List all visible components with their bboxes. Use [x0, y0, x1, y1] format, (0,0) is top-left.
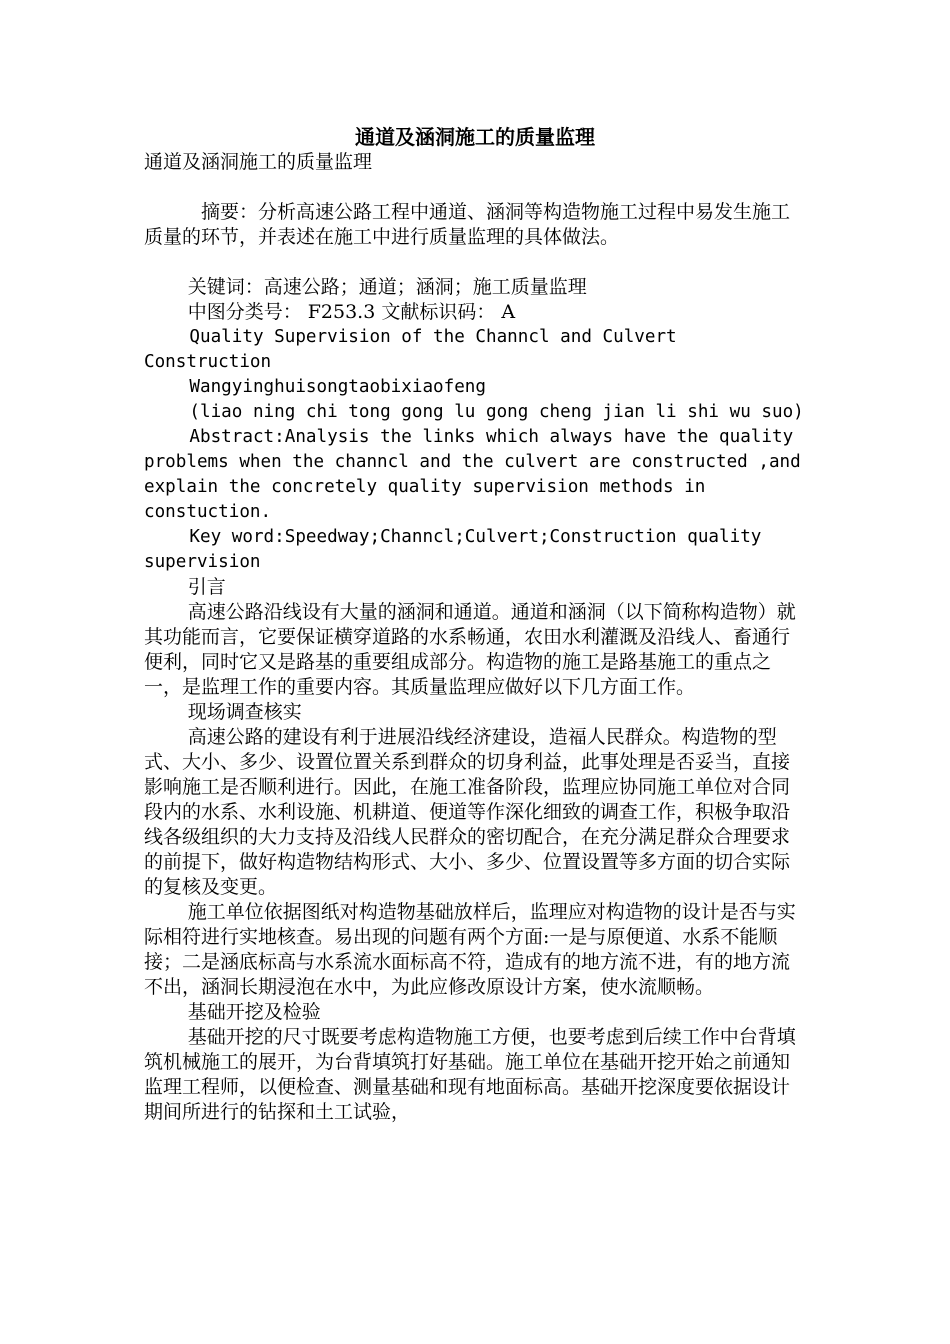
paragraph-spacer	[144, 250, 806, 275]
section-paragraph-foundation: 基础开挖的尺寸既要考虑构造物施工方便，也要考虑到后续工作中台背填筑机械施工的展开，为台背填筑打好基础。施工单位在基础开挖开始之前通知监理工程师，以便检查、测量基础和现有地面标高。基础开挖深度要依据设计期间所进行的钻探和土工试验，	[144, 1026, 796, 1123]
section-paragraph-intro: 高速公路沿线设有大量的涵洞和通道。通道和涵洞（以下简称构造物）就其功能而言，它要保证横穿道路的水系畅通，农田水利灌溉及沿线人、畜通行便利，同时它又是路基的重要组成部分。构造物的施工是路基施工的重点之一，是监理工作的重要内容。其质量监理应做好以下几方面工作。	[144, 601, 796, 698]
keywords-cn: 关键词：高速公路；通道；涵洞；施工质量监理	[187, 276, 587, 298]
document-title: 通道及涵洞施工的质量监理	[355, 125, 595, 149]
keywords-en: Key word:Speedway;Channcl;Culvert;Construction quality supervision	[144, 527, 762, 572]
paragraph-spacer	[144, 175, 806, 200]
document-subtitle: 通道及涵洞施工的质量监理	[144, 151, 373, 173]
section-paragraph-survey-2: 施工单位依据图纸对构造物基础放样后，监理应对构造物的设计是否与实际相符进行实地核查。易出现的问题有两个方面:一是与原便道、水系不能顺接；二是涵底标高与水系流水面标高不符，造成有的地方流不进，有的地方流不出，涵洞长期浸泡在水中，为此应修改原设计方案，使水流顺畅。	[144, 901, 796, 998]
section-heading-intro: 引言	[187, 576, 226, 598]
classification-line: 中图分类号： F253.3 文献标识码： A	[187, 301, 516, 323]
abstract-cn: 摘要：分析高速公路工程中通道、涵洞等构造物施工过程中易发生施工质量的环节，并表述在施工中进行质量监理的具体做法。	[144, 201, 791, 248]
affiliation-en: (liao ning chi tong gong lu gong cheng jian li shi wu suo)	[189, 402, 804, 422]
abstract-en: Abstract:Analysis the links which always have the quality problems when the channcl and the culvert are constructed ,and explain the concretely quality supervision methods in constuction.	[144, 427, 801, 522]
section-heading-survey: 现场调查核实	[187, 701, 302, 723]
section-heading-foundation: 基础开挖及检验	[187, 1001, 321, 1023]
authors-en: Wangyinghuisongtaobixiaofeng	[189, 377, 486, 397]
title-en: Quality Supervision of the Channcl and Culvert Construction	[144, 327, 677, 372]
document-body	[144, 150, 806, 1125]
section-paragraph-survey-1: 高速公路的建设有利于进展沿线经济建设，造福人民群众。构造物的型式、大小、多少、设置位置关系到群众的切身利益，此事处理是否妥当，直接影响施工是否顺利进行。因此，在施工准备阶段，监理应协同施工单位对合同段内的水系、水利设施、机耕道、便道等作深化细致的调查工作，积极争取沿线各级组织的大力支持及沿线人民群众的密切配合，在充分满足群众合理要求的前提下，做好构造物结构形式、大小、多少、位置设置等多方面的切合实际的复核及变更。	[144, 726, 791, 898]
